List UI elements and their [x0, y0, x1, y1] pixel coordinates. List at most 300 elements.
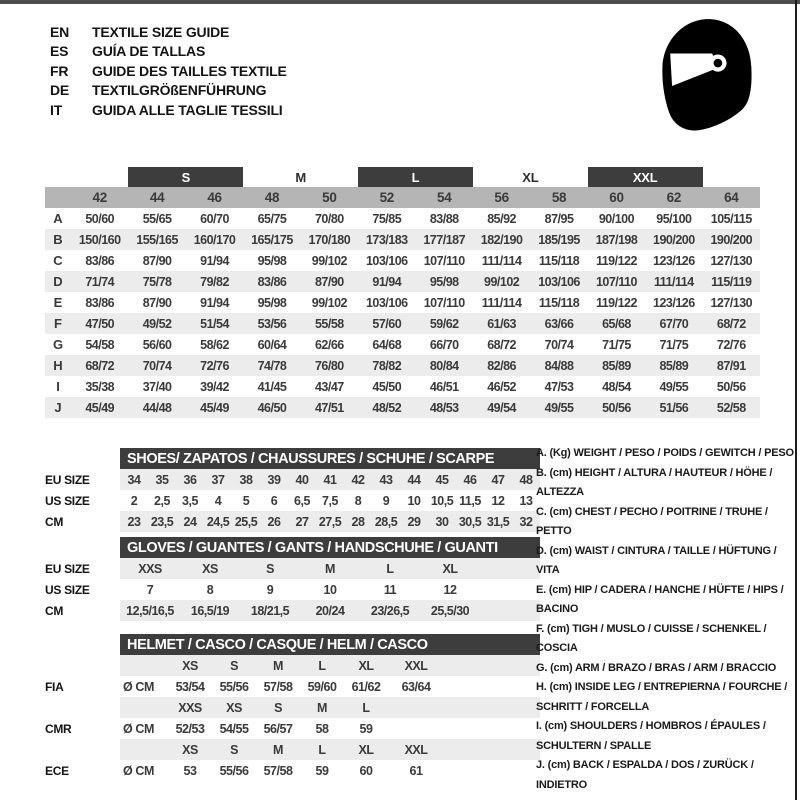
gloves-table — [120, 537, 540, 621]
measure-cell: 90/100 — [598, 211, 635, 226]
shoes-eu-cell: 47 — [491, 472, 505, 487]
language-code: DE — [50, 82, 70, 99]
measure-cell: 107/110 — [423, 253, 465, 268]
measure-cell: 60/70 — [200, 211, 229, 226]
helmet-size-cell: XL — [358, 658, 374, 673]
measure-row-E — [45, 292, 760, 313]
shoes-cm-cell: 23,5 — [150, 514, 174, 529]
legend-item: C. (cm) CHEST / PECHO / POITRINE / TRUHE / PETTO — [536, 505, 768, 537]
gloves-us-row — [120, 579, 540, 600]
helmet-size-cell: XXL — [404, 658, 428, 673]
gloves-us-cell: 8 — [206, 582, 214, 597]
measure-cell: 155/165 — [136, 232, 178, 247]
measure-cell: 150/160 — [78, 232, 121, 247]
language-code: IT — [50, 101, 63, 118]
shoes-us-cell: 6,5 — [294, 493, 310, 508]
measure-cell: 111/114 — [654, 274, 694, 289]
measure-cell: 127/130 — [710, 253, 753, 268]
helmet-cm-cell: 59 — [315, 763, 329, 778]
measure-cell: 170/180 — [308, 232, 351, 247]
measure-cell: 87/90 — [314, 274, 344, 289]
measure-cell: 119/122 — [595, 295, 637, 310]
measure-row-C — [45, 250, 760, 271]
helmet-cm-cell: 55/56 — [219, 679, 249, 694]
measure-cell: 68/72 — [716, 316, 746, 331]
size-number-header: 42 — [92, 190, 107, 205]
measure-cell: 87/90 — [142, 253, 172, 268]
measure-cell: 67/70 — [659, 316, 689, 331]
shoes-us-cell: 13 — [519, 493, 533, 508]
size-number-header: 62 — [666, 190, 682, 205]
shoes-cm-cell: 30 — [435, 514, 449, 529]
measure-cell: 54/58 — [85, 337, 115, 352]
size-group-label: L — [358, 167, 473, 187]
shoes-us-cell: 6 — [270, 493, 278, 508]
shoes-eu-cell: 36 — [183, 472, 197, 487]
measure-cell: 107/110 — [423, 295, 465, 310]
measure-cell: 75/85 — [372, 211, 402, 226]
measure-cell: 87/91 — [716, 358, 746, 373]
measure-cell: 65/75 — [257, 211, 287, 226]
measure-cell: 37/40 — [142, 379, 172, 394]
measure-cell: 95/98 — [257, 253, 287, 268]
helmet-size-cell: M — [273, 658, 283, 673]
language-code: FR — [50, 62, 69, 79]
helmet-cm-cell: 61/62 — [351, 679, 381, 694]
diameter-label: Ø CM — [123, 679, 155, 694]
size-number-header-row — [45, 187, 760, 208]
row-label: H — [53, 358, 63, 373]
measure-cell: 75/78 — [142, 274, 172, 289]
measure-cell: 87/90 — [142, 295, 172, 310]
measure-cell: 45/49 — [85, 400, 115, 415]
helmet-cm-cell: 53/54 — [175, 679, 205, 694]
size-number-header: 58 — [551, 190, 567, 205]
measure-row-J — [45, 397, 760, 418]
measure-cell: 74/78 — [257, 358, 287, 373]
helmet-cm-cell: 52/53 — [175, 721, 205, 736]
size-number-header: 50 — [322, 190, 337, 205]
row-label: E — [53, 295, 63, 310]
measure-cell: 51/56 — [659, 400, 689, 415]
measure-cell: 190/200 — [710, 232, 753, 247]
shoes-cm-cell: 32 — [519, 514, 533, 529]
measure-cell: 119/122 — [595, 253, 637, 268]
measure-cell: 185/195 — [538, 232, 580, 247]
measure-cell: 46/52 — [487, 379, 516, 394]
language-title-row — [50, 81, 287, 101]
legend-item: F. (cm) TIGH / MUSLO / CUISSE / SCHENKEL / COSCIA — [536, 622, 767, 654]
measure-cell: 47/51 — [314, 400, 344, 415]
row-label: F — [54, 316, 62, 331]
measure-cell: 52/58 — [716, 400, 746, 415]
legend-item: I. (cm) SHOULDERS / HOMBROS / ÉPAULES / SCHULTERN / SPALLE — [536, 720, 766, 752]
gloves-us-size-label: US SIZE — [45, 582, 90, 597]
measure-cell: 39/42 — [200, 379, 229, 394]
language-title-row — [50, 100, 287, 120]
shoes-eu-cell: 42 — [351, 472, 365, 487]
size-group-label: S — [128, 167, 243, 187]
shoes-cm-cell: 30,5 — [458, 514, 482, 529]
measure-cell: 99/102 — [484, 274, 520, 289]
gloves-cm-cell: 23/26,5 — [370, 603, 410, 618]
helmet-size-cell: XXL — [404, 742, 428, 757]
measure-cell: 60/64 — [257, 337, 287, 352]
measure-cell: 95/98 — [429, 274, 459, 289]
gloves-eu-cell: L — [386, 561, 394, 576]
language-title: GUIDA ALLE TAGLIE TESSILI — [92, 101, 283, 118]
measure-cell: 85/89 — [602, 358, 631, 373]
shoes-eu-cell: 45 — [435, 472, 449, 487]
shoes-eu-cell: 44 — [407, 472, 421, 487]
measure-cell: 49/55 — [659, 379, 689, 394]
measure-cell: 50/60 — [85, 211, 115, 226]
helmet-table-title: HELMET / CASCO / CASQUE / HELM / CASCO — [120, 634, 540, 655]
measure-cell: 71/75 — [602, 337, 631, 352]
measure-cell: 51/54 — [200, 316, 229, 331]
measure-cell: 85/89 — [659, 358, 689, 373]
shoes-cm-cell: 27,5 — [318, 514, 342, 529]
size-group-spacer — [45, 167, 128, 187]
measure-cell: 99/102 — [311, 253, 347, 268]
language-code: ES — [50, 43, 69, 60]
diameter-label: Ø CM — [123, 721, 155, 736]
measure-cell: 182/190 — [480, 232, 523, 247]
measure-cell: 83/86 — [257, 274, 287, 289]
language-title-row — [50, 22, 287, 42]
language-title: TEXTILE SIZE GUIDE — [92, 23, 230, 40]
legend-item: A. (Kg) WEIGHT / PESO / POIDS / GEWITCH / PESO — [536, 447, 794, 459]
measure-cell: 50/56 — [602, 400, 631, 415]
gloves-eu-size-label: EU SIZE — [45, 561, 90, 576]
measure-cell: 115/119 — [711, 274, 752, 289]
measure-row-D — [45, 271, 760, 292]
measure-cell: 56/60 — [142, 337, 172, 352]
gloves-us-cell: 7 — [146, 582, 154, 597]
measure-cell: 99/102 — [311, 295, 347, 310]
measure-cell: 111/114 — [481, 295, 522, 310]
measure-cell: 45/50 — [372, 379, 402, 394]
shoes-cm-cell: 29 — [407, 514, 421, 529]
measure-cell: 190/200 — [653, 232, 695, 247]
shoes-eu-cell: 35 — [155, 472, 169, 487]
gloves-eu-cell: S — [266, 561, 274, 576]
measure-cell: 70/80 — [314, 211, 344, 226]
measure-row-B — [45, 229, 760, 250]
gloves-eu-cell: XL — [442, 561, 458, 576]
measure-cell: 49/52 — [142, 316, 172, 331]
helmet-ece-sizes-row — [120, 739, 540, 760]
measure-cell: 61/63 — [487, 316, 516, 331]
measure-cell: 68/72 — [487, 337, 516, 352]
measure-cell: 71/74 — [85, 274, 115, 289]
measure-cell: 55/65 — [142, 211, 172, 226]
helmet-fia-sizes-row — [120, 655, 540, 676]
helmet-size-cell: XS — [182, 742, 198, 757]
helmet-cmr-sizes-row — [120, 697, 540, 718]
gloves-cm-cell: 18/21,5 — [250, 603, 290, 618]
shoes-cm-cell: 28 — [351, 514, 365, 529]
measure-cell: 68/72 — [85, 358, 115, 373]
measure-cell: 65/68 — [602, 316, 631, 331]
language-title: TEXTILGRÖßENFÜHRUNG — [92, 82, 267, 99]
legend-item: B. (cm) HEIGHT / ALTURA / HAUTEUR / HÖHE / ALTEZZA — [536, 466, 773, 498]
measure-cell: 71/75 — [659, 337, 689, 352]
helmet-size-cell: S — [230, 658, 238, 673]
size-number-header: 54 — [436, 190, 452, 205]
measure-cell: 91/94 — [200, 295, 229, 310]
measure-cell: 55/58 — [314, 316, 344, 331]
shoes-us-cell: 11,5 — [459, 493, 481, 508]
measure-row-I — [45, 376, 760, 397]
top-border-line — [0, 0, 800, 4]
shoes-us-cell: 10 — [407, 493, 421, 508]
measure-cell: 160/170 — [193, 232, 236, 247]
measure-cell: 123/126 — [653, 295, 695, 310]
language-title: GUIDE DES TAILLES TEXTILE — [92, 62, 287, 79]
gloves-cm-cell: 20/24 — [315, 603, 345, 618]
shoes-eu-size-label: EU SIZE — [45, 472, 90, 487]
legend-item: E. (cm) HIP / CADERA / HANCHE / HÜFTE / HIPS / BACINO — [536, 583, 784, 615]
measure-cell: 63/66 — [544, 316, 574, 331]
helmet-cm-cell: 53 — [183, 763, 197, 778]
helmet-cm-cell: 63/64 — [401, 679, 431, 694]
helmet-size-cell: XS — [226, 700, 242, 715]
gloves-cm-cell: 25,5/30 — [430, 603, 470, 618]
gloves-cm-row — [120, 600, 540, 621]
shoes-eu-cell: 46 — [463, 472, 477, 487]
helmet-cm-cell: 54/55 — [219, 721, 249, 736]
measure-cell: 83/88 — [429, 211, 459, 226]
gloves-us-cell: 10 — [323, 582, 337, 597]
size-number-header: 60 — [609, 190, 624, 205]
measure-cell: 50/56 — [716, 379, 746, 394]
shoes-us-cell: 8 — [354, 493, 362, 508]
helmet-ece-label: ECE — [45, 763, 69, 778]
shoes-eu-cell: 40 — [295, 472, 309, 487]
helmet-ece-values-row — [120, 760, 540, 781]
shoes-eu-cell: 37 — [211, 472, 225, 487]
measure-cell: 59/62 — [429, 316, 459, 331]
row-label: J — [54, 400, 62, 415]
shoes-table — [120, 448, 540, 532]
gloves-table-title: GLOVES / GUANTES / GANTS / HANDSCHUHE / GUANTI — [120, 537, 540, 558]
helmet-size-cell: XS — [182, 658, 198, 673]
helmet-size-cell: M — [273, 742, 283, 757]
helmet-size-cell: XL — [358, 742, 374, 757]
measure-cell: 78/82 — [372, 358, 402, 373]
measure-cell: 115/118 — [538, 253, 580, 268]
size-group-label: M — [295, 169, 306, 185]
size-number-header: 46 — [207, 190, 222, 205]
measure-cell: 47/50 — [85, 316, 115, 331]
measure-cell: 91/94 — [372, 274, 402, 289]
measure-cell: 95/98 — [257, 295, 287, 310]
shoes-eu-cell: 34 — [127, 472, 141, 487]
shoes-us-cell: 10,5 — [430, 493, 454, 508]
measure-cell: 111/114 — [481, 253, 522, 268]
size-number-header: 44 — [149, 190, 165, 205]
helmet-cm-cell: 56/57 — [263, 721, 293, 736]
legend-item: H. (cm) INSIDE LEG / ENTREPIERNA / FOURCHE / SCHRITT / FORCELLA — [536, 681, 788, 713]
gloves-eu-row — [120, 558, 540, 579]
shoes-us-cell: 7,5 — [322, 493, 338, 508]
measure-cell: 46/50 — [257, 400, 287, 415]
shoes-cm-cell: 25,5 — [234, 514, 258, 529]
measure-cell: 35/38 — [85, 379, 115, 394]
row-label: D — [53, 274, 63, 289]
shoes-us-cell: 2,5 — [154, 493, 170, 508]
language-title: GUÍA DE TALLAS — [92, 43, 206, 60]
language-title-row — [50, 42, 287, 62]
gloves-eu-cell: XS — [202, 561, 218, 576]
helmet-size-cell: L — [318, 658, 326, 673]
helmet-cm-cell: 55/56 — [219, 763, 249, 778]
helmet-fia-values-row — [120, 676, 540, 697]
gloves-us-cell: 9 — [266, 582, 274, 597]
shoes-cm-cell: 24,5 — [206, 514, 230, 529]
measure-cell: 43/47 — [314, 379, 344, 394]
shoes-cm-row — [120, 511, 540, 532]
shoes-cm-cell: 26 — [267, 514, 281, 529]
shoes-us-cell: 5 — [242, 493, 250, 508]
measure-cell: 72/76 — [716, 337, 746, 352]
measure-cell: 177/187 — [423, 232, 466, 247]
measure-cell: 70/74 — [142, 358, 172, 373]
size-group-header-row — [45, 167, 760, 187]
measure-cell: 165/175 — [251, 232, 293, 247]
helmet-cm-cell: 59/60 — [307, 679, 337, 694]
helmet-cm-cell: 57/58 — [263, 763, 293, 778]
shoes-eu-cell: 39 — [267, 472, 281, 487]
measure-cell: 83/86 — [85, 295, 115, 310]
legend-item: J. (cm) BACK / ESPALDA / DOS / ZURÜCK / INDIETRO — [536, 759, 754, 791]
measure-cell: 49/55 — [544, 400, 574, 415]
row-label: C — [53, 253, 63, 268]
measure-cell: 82/86 — [487, 358, 516, 373]
helmet-cm-cell: 58 — [315, 721, 329, 736]
measure-cell: 64/68 — [372, 337, 402, 352]
shoes-us-cell: 4 — [214, 493, 222, 508]
shoes-eu-cell: 43 — [379, 472, 393, 487]
size-number-header: 64 — [724, 190, 739, 205]
measure-row-A — [45, 208, 760, 229]
gloves-eu-cell: M — [325, 561, 335, 576]
measure-cell: 53/56 — [257, 316, 287, 331]
helmet-table — [120, 634, 540, 781]
helmet-size-cell: S — [274, 700, 282, 715]
gloves-eu-cell: XXS — [138, 561, 162, 576]
language-code: EN — [50, 23, 70, 40]
measure-cell: 47/53 — [544, 379, 574, 394]
measure-cell: 103/106 — [365, 253, 408, 268]
measure-cell: 85/92 — [487, 211, 516, 226]
helmet-cm-cell: 60 — [359, 763, 373, 778]
measure-cell: 45/49 — [200, 400, 229, 415]
measure-cell: 62/66 — [314, 337, 344, 352]
size-number-header: 48 — [264, 190, 280, 205]
shoes-table-title: SHOES/ ZAPATOS / CHAUSSURES / SCHUHE / SCARPE — [120, 448, 540, 469]
measure-cell: 44/48 — [142, 400, 172, 415]
measure-cell: 76/80 — [314, 358, 344, 373]
measure-cell: 115/118 — [538, 295, 580, 310]
helmet-size-cell: L — [318, 742, 326, 757]
helmet-size-cell: M — [317, 700, 327, 715]
measure-cell: 107/110 — [595, 274, 637, 289]
language-title-row — [50, 61, 287, 81]
size-number-header: 56 — [494, 190, 509, 205]
measure-cell: 103/106 — [365, 295, 408, 310]
helmet-cm-cell: 59 — [359, 721, 373, 736]
shoes-cm-cell: 28,5 — [374, 514, 398, 529]
measure-row-H — [45, 355, 760, 376]
measure-cell: 83/86 — [85, 253, 115, 268]
measure-cell: 58/62 — [200, 337, 229, 352]
size-number-header: 52 — [379, 190, 394, 205]
shoes-eu-row — [120, 469, 540, 490]
measure-cell: 48/54 — [602, 379, 631, 394]
measure-row-G — [45, 334, 760, 355]
helmet-cm-cell: 61 — [409, 763, 423, 778]
measure-cell: 66/70 — [429, 337, 459, 352]
gloves-cm-label: CM — [45, 603, 64, 618]
gloves-us-cell: 12 — [443, 582, 457, 597]
size-group-label: XL — [522, 169, 539, 185]
diameter-label: Ø CM — [123, 763, 155, 778]
measure-cell: 105/115 — [710, 211, 752, 226]
shoes-cm-label: CM — [45, 514, 64, 529]
gloves-cm-cell: 16,5/19 — [190, 603, 230, 618]
shoes-cm-cell: 24 — [183, 514, 197, 529]
row-label: B — [53, 232, 63, 247]
measure-cell: 57/60 — [372, 316, 402, 331]
measure-cell: 187/198 — [595, 232, 638, 247]
measure-cell: 48/52 — [372, 400, 402, 415]
gloves-cm-cell: 12,5/16,5 — [126, 603, 174, 618]
measure-cell: 123/126 — [653, 253, 695, 268]
measure-cell: 70/74 — [544, 337, 574, 352]
measure-cell: 49/54 — [487, 400, 516, 415]
helmet-size-cell: L — [362, 700, 370, 715]
language-title-list — [50, 22, 287, 120]
size-group-label: XXL — [588, 167, 703, 187]
helmet-size-cell: S — [230, 742, 238, 757]
shoes-cm-cell: 31,5 — [486, 514, 510, 529]
shoes-us-cell: 2 — [130, 493, 138, 508]
row-label: G — [52, 337, 64, 352]
shoes-eu-cell: 41 — [323, 472, 337, 487]
row-label: A — [53, 211, 63, 226]
helmet-cm-cell: 57/58 — [263, 679, 293, 694]
shoes-cm-cell: 23 — [127, 514, 141, 529]
shoes-us-cell: 9 — [382, 493, 390, 508]
measure-row-F — [45, 313, 760, 334]
measure-cell: 127/130 — [710, 295, 753, 310]
measure-cell: 72/76 — [200, 358, 229, 373]
shoes-us-row — [120, 490, 540, 511]
shoes-us-size-label: US SIZE — [45, 493, 90, 508]
helmet-cmr-values-row — [120, 718, 540, 739]
shoes-us-cell: 12 — [491, 493, 505, 508]
shoes-cm-cell: 27 — [295, 514, 309, 529]
textile-size-table — [45, 167, 760, 418]
measure-cell: 41/45 — [257, 379, 287, 394]
shoes-eu-cell: 48 — [519, 472, 533, 487]
legend-item: D. (cm) WAIST / CINTURA / TAILLE / HÜFTUNG / VITA — [536, 544, 777, 576]
row-label: I — [56, 379, 60, 394]
measure-cell: 173/183 — [365, 232, 408, 247]
measure-cell: 46/51 — [429, 379, 459, 394]
